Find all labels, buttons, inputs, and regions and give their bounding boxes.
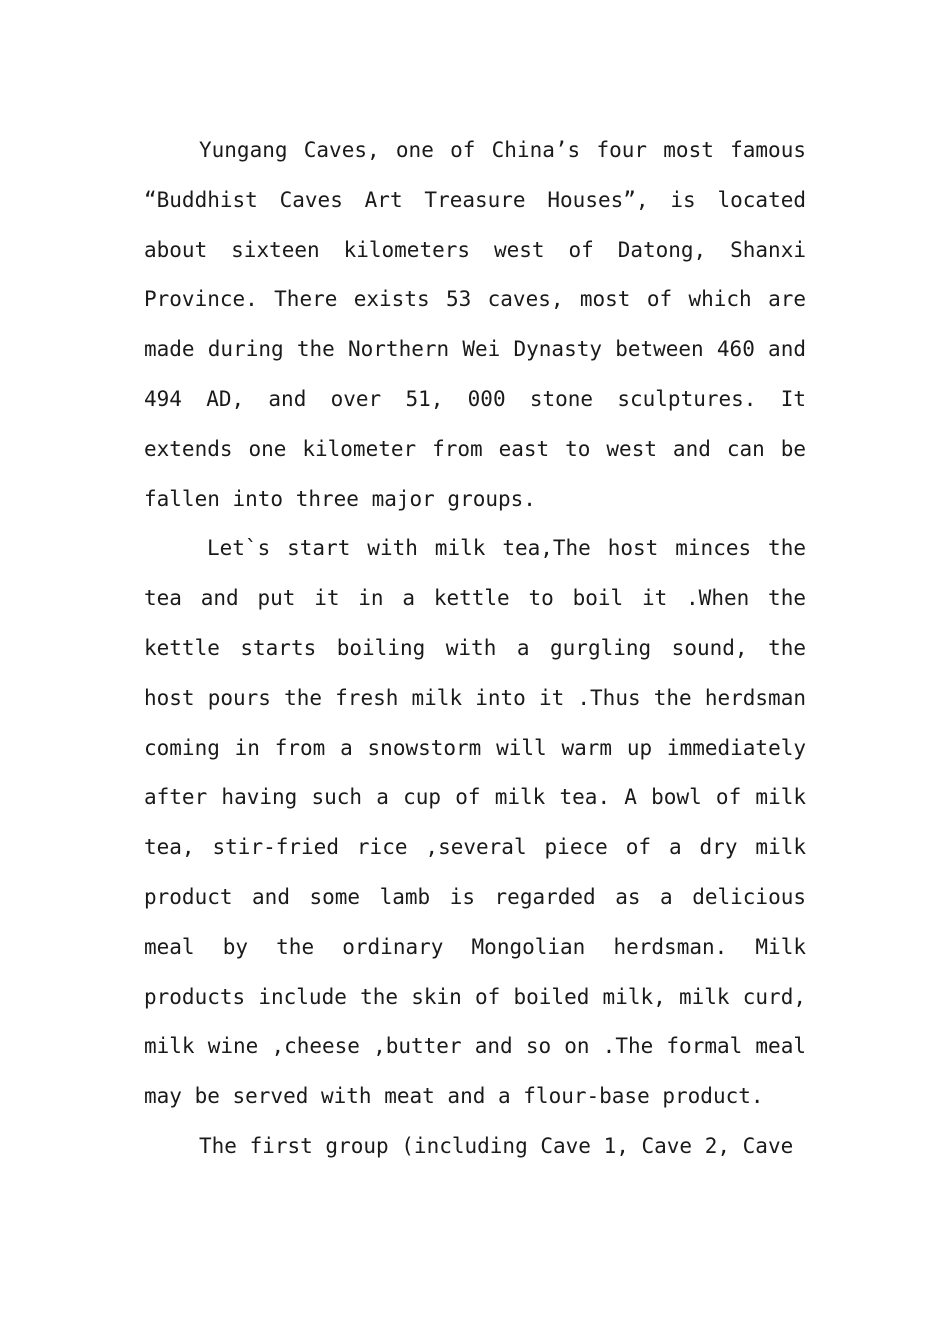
- paragraph-milk-tea: Let`s start with milk tea,The host minces the tea and put it in a kettle to boil it .When the kettle starts boiling with a gurgling sound, the host pours the fresh milk into it .Thus the herdsman coming in from a snowstorm will warm up immediately after having such a cup of milk tea. A bowl of milk tea, stir-fried rice ,several piece of a dry milk product and some lamb is regarded as a delicious meal by the ordinary Mongolian herdsman. Milk products include the skin of boiled milk, milk curd, milk wine ,cheese ,butter and so on .The formal meal may be served with meat and a flour-base product.: [144, 536, 806, 1109]
- paragraph-first-group: The first group (including Cave 1, Cave 2, Cave: [199, 1133, 794, 1158]
- paragraph-yungang-caves: Yungang Caves, one of China’s four most famous “Buddhist Caves Art Treasure Houses”, is located about sixteen kilometers west of Datong, Shanxi Province. There exists 53 caves, most of which are made during the Northern Wei Dynasty between 460 and 494 AD, and over 51, 000 stone sculptures. It extends one kilometer from east to west and can be fallen into three major groups.: [144, 138, 806, 511]
- body-text: [144, 126, 806, 1172]
